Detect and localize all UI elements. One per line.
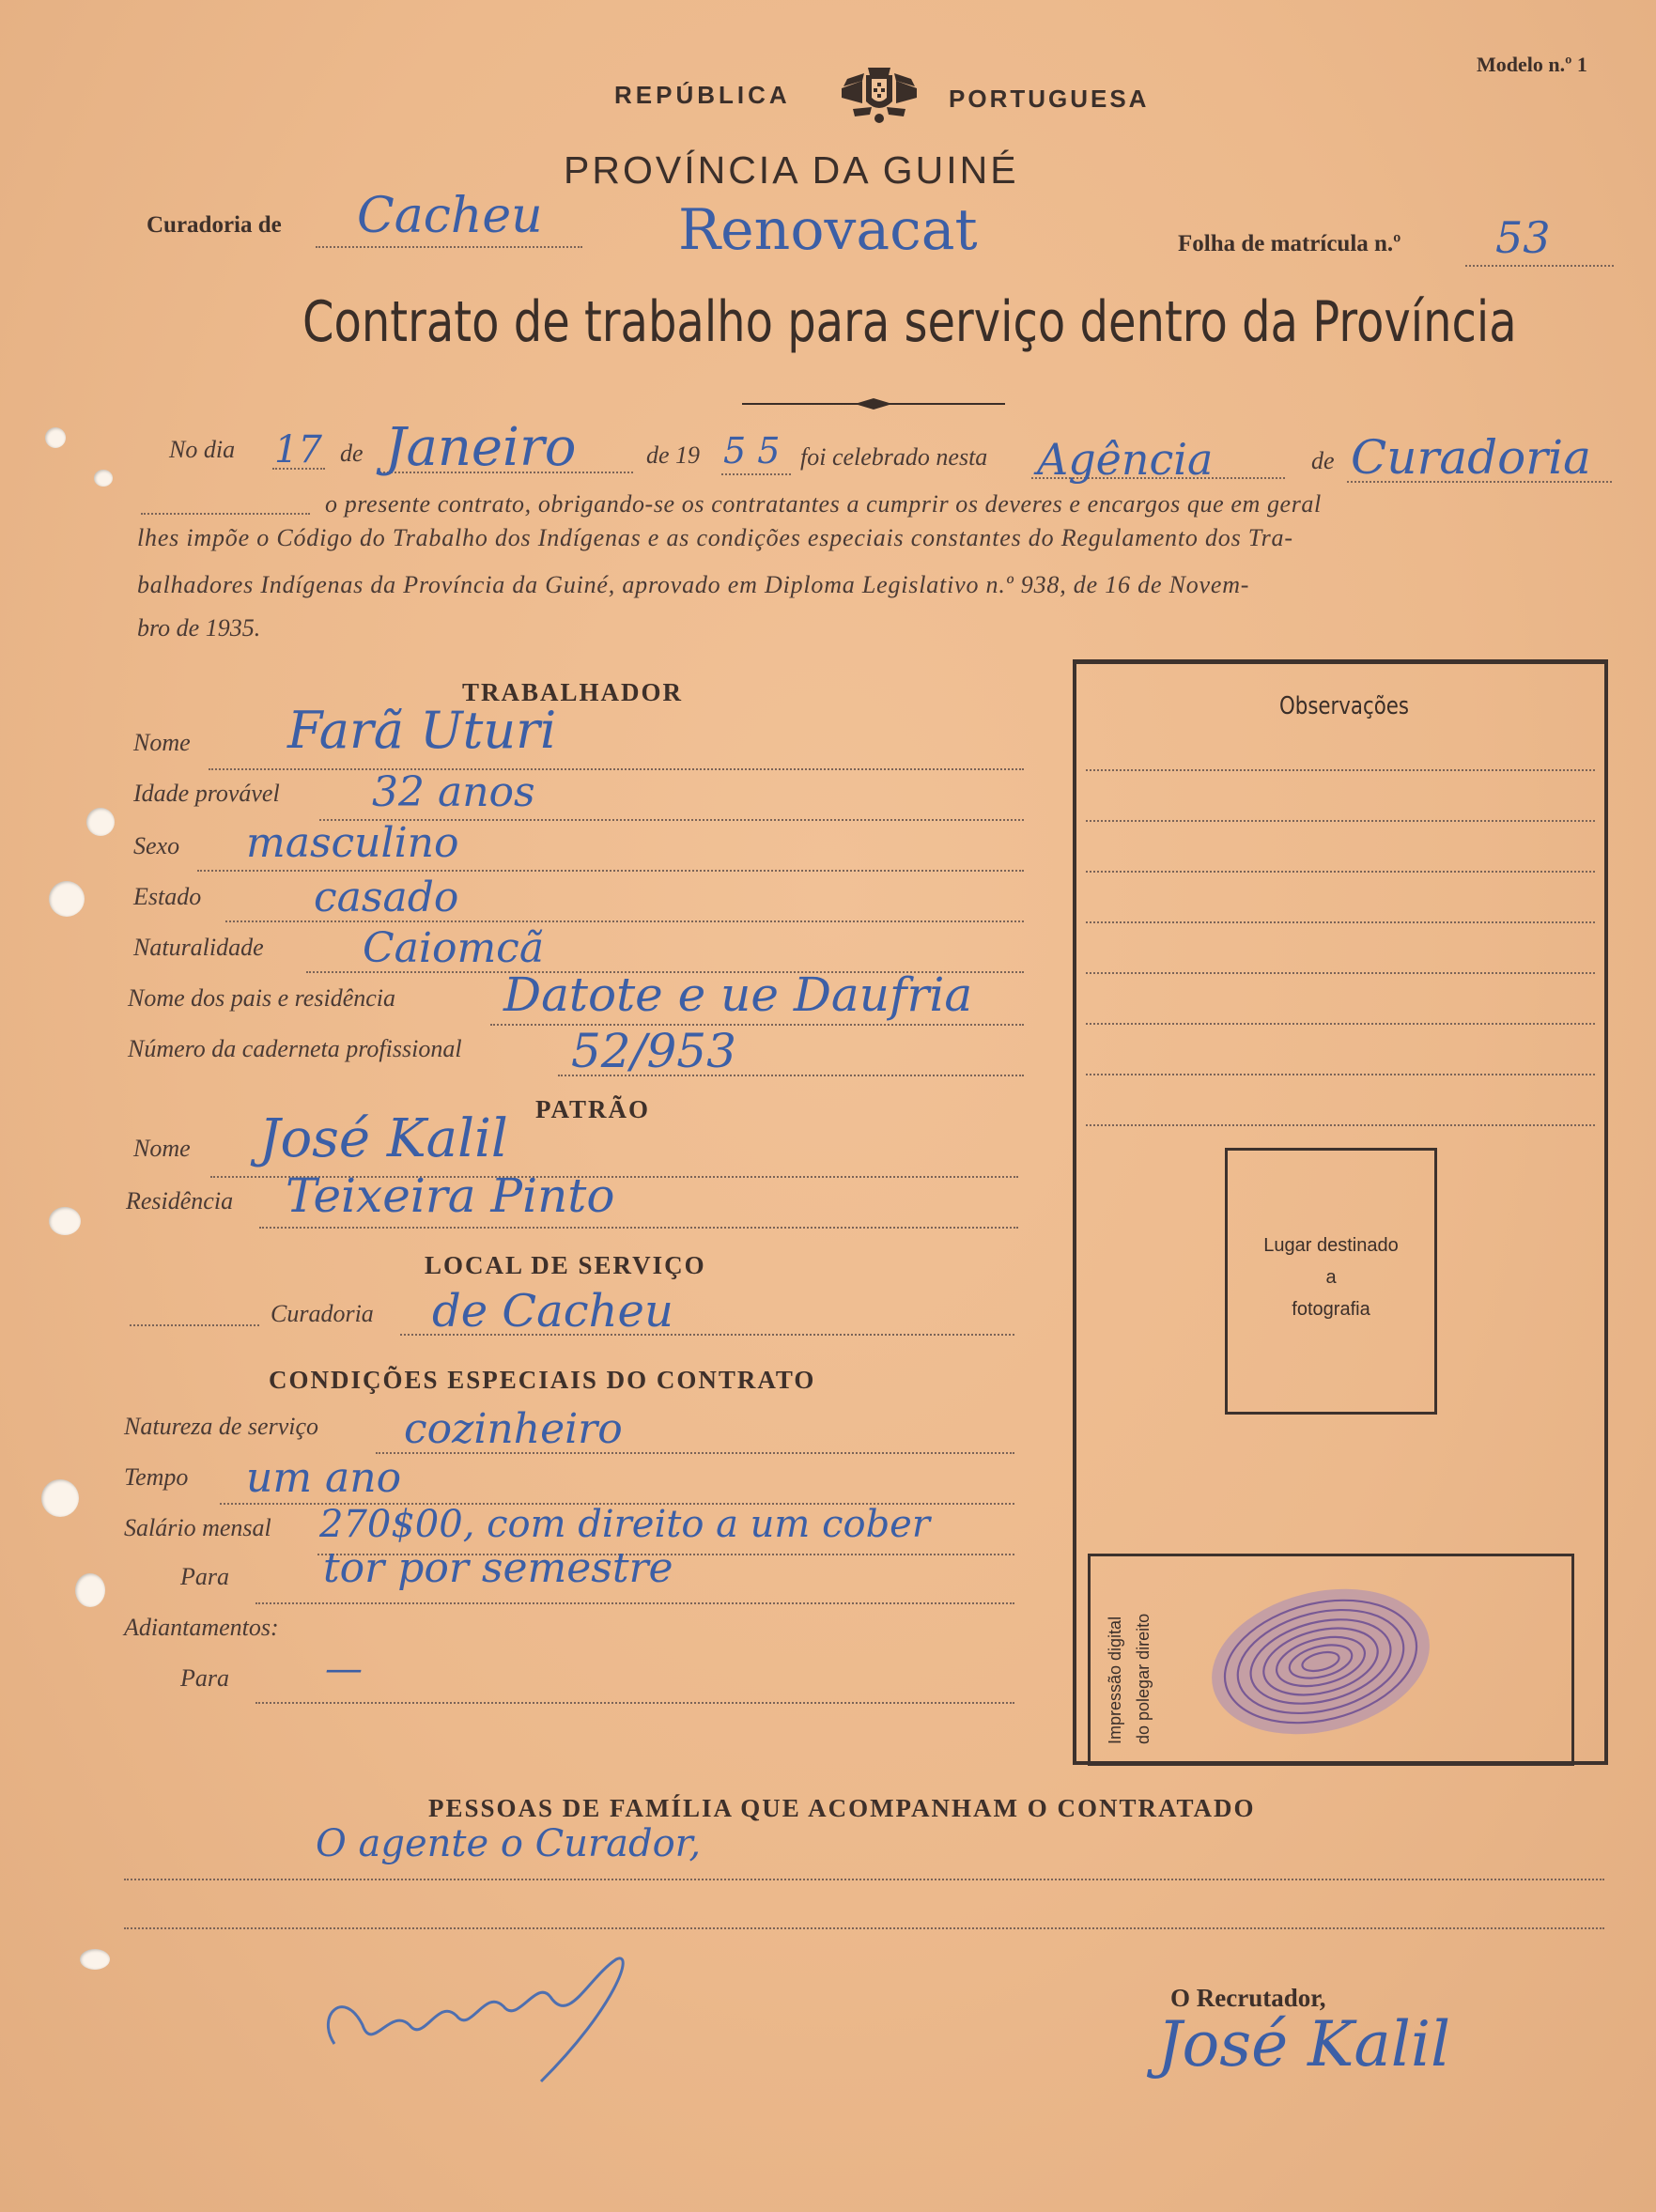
patrao-residencia-label: Residência bbox=[126, 1187, 234, 1214]
folha-dotline bbox=[1465, 265, 1614, 267]
natureza-value: cozinheiro bbox=[404, 1405, 623, 1453]
obs-line bbox=[1086, 1124, 1595, 1126]
fingerprint-label-2: do polegar direito bbox=[1134, 1613, 1153, 1744]
familia-dotline-1 bbox=[124, 1879, 1604, 1880]
nome-dotline bbox=[209, 768, 1024, 770]
trabalhador-heading: TRABALHADOR bbox=[462, 678, 684, 706]
pais-label: Nome dos pais e residência bbox=[128, 984, 395, 1012]
sexo-dotline bbox=[197, 870, 1024, 872]
ano-dotline bbox=[721, 473, 791, 475]
punch-hole bbox=[49, 881, 85, 917]
curadoria-value: Cacheu bbox=[357, 188, 543, 244]
local-servico-lead-dots bbox=[130, 1324, 259, 1326]
fingerprint-box bbox=[1088, 1554, 1574, 1766]
punch-hole bbox=[41, 1479, 79, 1517]
idade-label: Idade provável bbox=[133, 780, 280, 807]
natureza-label: Natureza de serviço bbox=[124, 1413, 318, 1440]
local-curadoria-label: Curadoria bbox=[271, 1300, 374, 1327]
intro-dia-value: 17 bbox=[274, 428, 322, 472]
para2-dotline bbox=[255, 1702, 1014, 1704]
intro-local-value: Agência bbox=[1037, 434, 1214, 485]
familia-heading: PESSOAS DE FAMÍLIA QUE ACOMPANHAM O CONTRATADO bbox=[428, 1794, 1256, 1822]
patrao-heading: PATRÃO bbox=[535, 1095, 650, 1123]
punch-hole bbox=[45, 427, 66, 448]
patrao-residencia-value: Teixeira Pinto bbox=[286, 1168, 615, 1223]
photo-label-3: fotografia bbox=[1292, 1299, 1370, 1320]
estado-value: casado bbox=[314, 874, 459, 921]
tempo-label: Tempo bbox=[124, 1463, 189, 1491]
fingerprint-label-1: Impressão digital bbox=[1106, 1616, 1124, 1744]
patrao-residencia-dotline bbox=[259, 1227, 1018, 1229]
sexo-label: Sexo bbox=[133, 832, 180, 859]
model-number: Modelo n.º 1 bbox=[1477, 53, 1587, 76]
obs-line bbox=[1086, 871, 1595, 873]
intro-line2: o presente contrato, obrigando-se os contratantes a cumprir os deveres e encargos que em geral bbox=[325, 490, 1322, 518]
nome-label: Nome bbox=[133, 729, 191, 756]
tempo-value: um ano bbox=[246, 1454, 402, 1502]
condicoes-heading: CONDIÇÕES ESPECIAIS DO CONTRATO bbox=[269, 1366, 816, 1394]
sexo-value: masculino bbox=[246, 819, 459, 867]
photo-box bbox=[1225, 1148, 1437, 1415]
obs-line bbox=[1086, 921, 1595, 923]
intro-line4: balhadores Indígenas da Província da Guiné, aprovado em Diploma Legislativo n.º 938, de 16 de Novem- bbox=[137, 571, 1250, 598]
punch-hole bbox=[75, 1573, 105, 1607]
nome-value: Farã Uturi bbox=[287, 701, 557, 760]
recrutador-signature: José Kalil bbox=[1157, 2008, 1451, 2081]
obs-line bbox=[1086, 820, 1595, 822]
patrao-nome-label: Nome bbox=[133, 1135, 191, 1162]
punch-hole bbox=[49, 1207, 81, 1235]
intro-local2-value: Curadoria bbox=[1351, 430, 1591, 485]
obs-line bbox=[1086, 769, 1595, 771]
photo-label-1: Lugar destinado bbox=[1263, 1235, 1399, 1256]
adiantamentos-label: Adiantamentos: bbox=[124, 1614, 279, 1641]
coat-of-arms-icon bbox=[834, 60, 924, 131]
local-curadoria-value: de Cacheu bbox=[432, 1285, 673, 1338]
punch-hole bbox=[94, 470, 113, 487]
intro-foi-celebrado: foi celebrado nesta bbox=[800, 443, 988, 471]
caderneta-value: 52/953 bbox=[571, 1024, 736, 1078]
intro-mes-value: Janeiro bbox=[385, 417, 577, 478]
document-title: Contrato de trabalho para serviço dentro da Província bbox=[302, 289, 1517, 355]
republic-right: PORTUGUESA bbox=[949, 85, 1150, 113]
province-title: PROVÍNCIA DA GUINÉ bbox=[564, 148, 1019, 192]
republic-left: REPÚBLICA bbox=[614, 81, 791, 109]
folha-value: 53 bbox=[1495, 212, 1551, 263]
folha-label: Folha de matrícula n.º bbox=[1178, 231, 1401, 256]
patrao-nome-value: José Kalil bbox=[259, 1108, 508, 1169]
curador-signature bbox=[306, 1922, 720, 2091]
para1-value: tor por semestre bbox=[323, 1544, 673, 1592]
title-ornament bbox=[742, 393, 1005, 415]
para1-label: Para bbox=[180, 1563, 229, 1590]
intro-ano-value: 5 5 bbox=[723, 430, 781, 472]
fingerprint-icon bbox=[1194, 1575, 1447, 1744]
local-servico-heading: LOCAL DE SERVIÇO bbox=[425, 1251, 706, 1279]
photo-label-2: a bbox=[1325, 1267, 1337, 1288]
observacoes-title: Observações bbox=[1279, 692, 1409, 720]
fingerprint-label-rotated bbox=[1100, 1575, 1168, 1744]
para2-label: Para bbox=[180, 1664, 229, 1692]
intro-de-2: de bbox=[1311, 447, 1335, 474]
naturalidade-value: Caiomcã bbox=[363, 924, 545, 972]
punch-hole bbox=[86, 808, 115, 836]
caderneta-label: Número da caderneta profissional bbox=[128, 1035, 462, 1062]
obs-line bbox=[1086, 1023, 1595, 1025]
intro-line5: bro de 1935. bbox=[137, 614, 261, 642]
familia-value: O agente o Curador, bbox=[316, 1822, 702, 1865]
para1-dotline bbox=[255, 1602, 1014, 1604]
curadoria-dotline bbox=[316, 246, 582, 248]
obs-line bbox=[1086, 1074, 1595, 1075]
salario-label: Salário mensal bbox=[124, 1514, 271, 1541]
intro-de-19: de 19 bbox=[646, 441, 701, 469]
obs-line bbox=[1086, 972, 1595, 974]
intro-de: de bbox=[340, 440, 364, 467]
intro-no-dia: No dia bbox=[169, 436, 236, 463]
pais-value: Datote e ue Daufria bbox=[503, 967, 973, 1022]
line2-dotline bbox=[141, 513, 310, 515]
curadoria-label: Curadoria de bbox=[147, 212, 282, 238]
naturalidade-label: Naturalidade bbox=[133, 934, 264, 961]
idade-value: 32 anos bbox=[372, 768, 535, 816]
para2-value: — bbox=[325, 1647, 363, 1691]
estado-label: Estado bbox=[133, 883, 202, 910]
recrutador-label: O Recrutador, bbox=[1170, 1984, 1326, 2012]
salario-value: 270$00, com direito a um cober bbox=[319, 1503, 930, 1546]
renovacao-note: Renovacat bbox=[678, 197, 978, 263]
punch-hole bbox=[80, 1949, 110, 1970]
intro-line3: lhes impõe o Código do Trabalho dos Indígenas e as condições especiais constantes do Regulamento dos Tra- bbox=[137, 524, 1293, 551]
